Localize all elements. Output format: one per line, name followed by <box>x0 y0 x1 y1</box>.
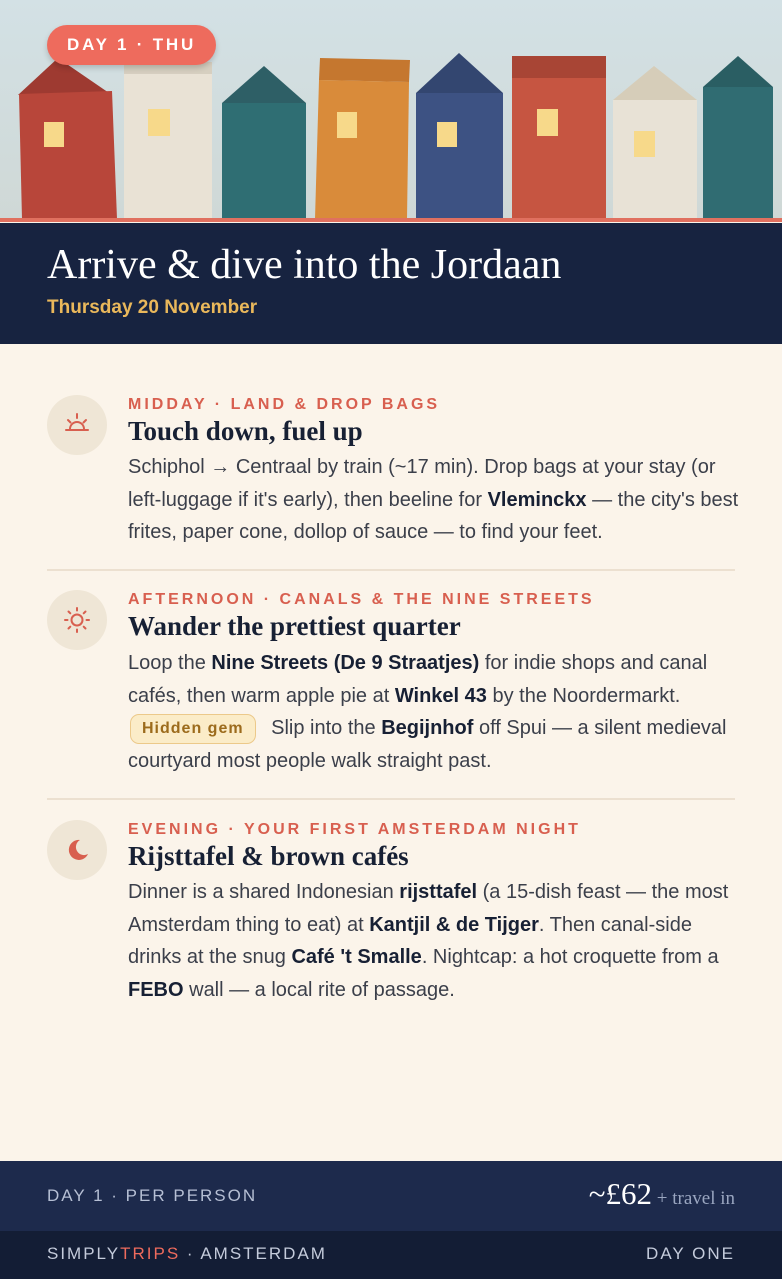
itinerary-item-afternoon <box>47 590 735 790</box>
highlight-name: Winkel 43 <box>394 684 487 707</box>
body-text: Loop the <box>128 652 212 674</box>
cost-summary <box>589 1176 735 1217</box>
item-kicker: EVENING · YOUR FIRST AMSTERDAM NIGHT <box>128 821 581 838</box>
body-text: Schiphol → Centraal by train (~17 min). Drop bags at your stay (or left-luggage if it's early), then beeline for <box>128 456 716 511</box>
cost-price: ~£62 <box>588 1176 652 1211</box>
item-title: Touch down, fuel up <box>128 416 363 446</box>
cost-note: + travel in <box>656 1188 735 1209</box>
page-title: Arrive & dive into the Jordaan <box>47 242 562 288</box>
highlight-name: FEBO <box>128 978 184 1001</box>
moon-icon <box>47 820 107 880</box>
body-text: by the Noordermarkt. <box>486 684 681 707</box>
day-label: DAY ONE <box>646 1244 735 1263</box>
day-badge: DAY 1 · THU <box>47 25 216 65</box>
sunrise-icon <box>47 395 107 455</box>
item-kicker: AFTERNOON · CANALS & THE NINE STREETS <box>128 591 595 608</box>
item-kicker: MIDDAY · LAND & DROP BAGS <box>128 396 441 413</box>
body-text: — the city's best frites, paper cone, dollop of sauce — to find your feet. <box>128 488 739 543</box>
item-title: Wander the prettiest quarter <box>128 611 461 641</box>
body-text: wall — a local rite of passage. <box>183 978 455 1001</box>
body-text: off Spui — a silent medieval courtyard most people walk straight past. <box>128 717 727 772</box>
highlight-name: Café 't Smalle <box>291 946 422 968</box>
cost-label: DAY 1 · PER PERSON <box>47 1186 258 1205</box>
hero-illustration <box>0 0 782 222</box>
item-body <box>128 876 740 1006</box>
highlight-name: rijsttafel <box>399 881 478 903</box>
highlight-name: Kantjil & de Tijger <box>369 913 539 936</box>
divider <box>47 798 735 800</box>
body-text: . Nightcap: a hot croquette from a <box>421 946 719 968</box>
hero-divider <box>0 218 782 222</box>
page-date: Thursday 20 November <box>47 297 258 318</box>
sun-icon <box>47 590 107 650</box>
highlight-name: Begijnhof <box>381 717 474 739</box>
item-body <box>128 451 740 549</box>
itinerary-item-evening <box>47 820 735 1010</box>
brand-logo: SIMPLYTRIPS · AMSTERDAM <box>47 1244 327 1263</box>
body-text: . Then canal-side drinks at the snug <box>128 913 692 968</box>
highlight-name: Vleminckx <box>487 488 587 511</box>
itinerary-item-midday <box>47 395 739 555</box>
item-title: Rijsttafel & brown cafés <box>128 841 409 871</box>
item-body <box>128 647 740 777</box>
body-text: (a 15-dish feast — the most Amsterdam thing to eat) at <box>128 881 729 936</box>
body-text: Slip into the <box>265 717 382 739</box>
highlight-name: Nine Streets (De 9 Straatjes) <box>211 652 480 674</box>
body-text: for indie shops and canal cafés, then warm apple pie at <box>128 652 708 707</box>
hidden-gem-badge: Hidden gem <box>130 714 256 744</box>
body-text: Dinner is a shared Indonesian <box>128 881 400 903</box>
divider <box>47 569 735 571</box>
